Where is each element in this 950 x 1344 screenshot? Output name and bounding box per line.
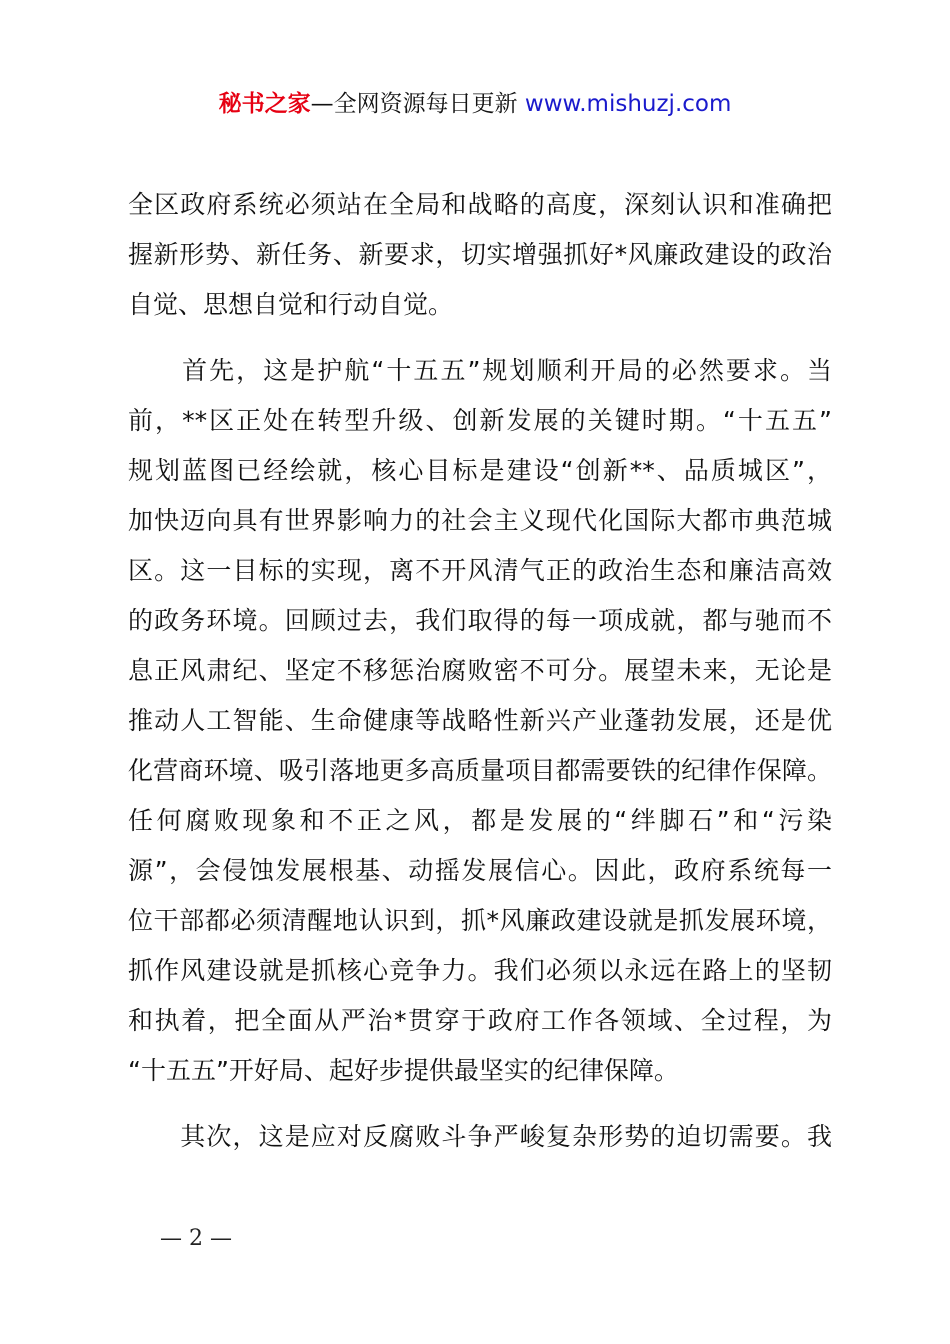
text-line: 位干部都必须清醒地认识到，抓*风廉政建设就是抓发展环境， — [128, 906, 832, 935]
text-line: 推动人工智能、生命健康等战略性新兴产业蓬勃发展，还是优 — [128, 706, 832, 735]
text-line: 的政务环境。回顾过去，我们取得的每一项成就，都与驰而不 — [128, 606, 832, 635]
text-line: 首先，这是护航“十五五”规划顺利开局的必然要求。当 — [128, 356, 832, 385]
text-line: 自觉、思想自觉和行动自觉。 — [128, 290, 454, 319]
text-line: 握新形势、新任务、新要求，切实增强抓好*风廉政建设的政治 — [128, 240, 832, 269]
text-line: 化营商环境、吸引落地更多高质量项目都需要铁的纪律作保障。 — [128, 756, 832, 785]
text-line: 其次，这是应对反腐败斗争严峻复杂形势的迫切需要。我 — [128, 1122, 832, 1151]
text-line: 源”，会侵蚀发展根基、动摇发展信心。因此，政府系统每一 — [128, 856, 832, 885]
brand-name: 秘书之家 — [218, 91, 311, 117]
banner-slogan: —全网资源每日更新 — [310, 91, 518, 117]
text-line: 前，**区正处在转型升级、创新发展的关键时期。“十五五” — [128, 406, 832, 435]
text-line: “十五五”开好局、起好步提供最坚实的纪律保障。 — [128, 1056, 679, 1085]
text-line: 和执着，把全面从严治*贯穿于政府工作各领域、全过程，为 — [128, 1006, 832, 1035]
site-url-link[interactable]: www.mishuzj.com — [524, 91, 732, 117]
text-line: 规划蓝图已经绘就，核心目标是建设“创新**、品质城区”， — [128, 456, 832, 485]
text-line: 加快迈向具有世界影响力的社会主义现代化国际大都市典范城 — [128, 506, 832, 535]
page-number: — 2 — — [160, 1226, 232, 1251]
text-line: 任何腐败现象和不正之风，都是发展的“绊脚石”和“污染 — [128, 806, 832, 835]
text-line: 抓作风建设就是抓核心竞争力。我们必须以永远在路上的坚韧 — [128, 956, 832, 985]
text-line: 区。这一目标的实现，离不开风清气正的政治生态和廉洁高效 — [128, 556, 832, 585]
text-line: 全区政府系统必须站在全局和战略的高度，深刻认识和准确把 — [128, 190, 832, 219]
text-line: 息正风肃纪、坚定不移惩治腐败密不可分。展望未来，无论是 — [128, 656, 832, 685]
document-body — [128, 185, 832, 1167]
site-banner — [0, 88, 950, 120]
